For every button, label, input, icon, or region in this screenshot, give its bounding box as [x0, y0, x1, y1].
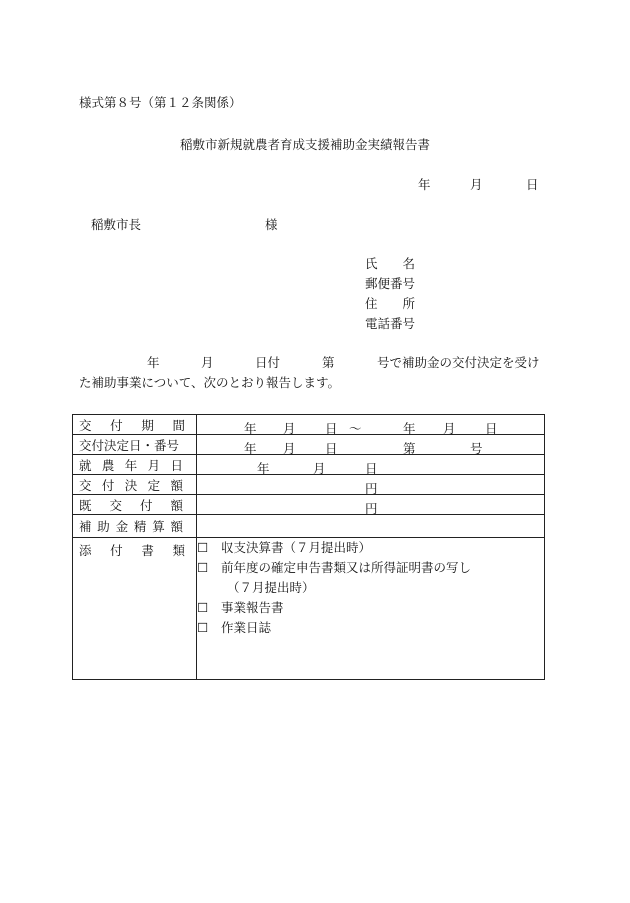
checkbox-icon[interactable]: ☐ — [197, 620, 209, 635]
row-attachments — [73, 538, 545, 680]
row-paid-amount — [73, 495, 545, 515]
applicant-address-label: 住 所 — [365, 296, 416, 311]
label-attachments: 添 付 書 類 — [73, 538, 197, 680]
label-decided-amount: 交 付 決 定 額 — [73, 475, 197, 495]
date-month-label: 月 — [470, 177, 483, 192]
body-line1-end: 号で補助金の交付決定を受け — [377, 355, 540, 370]
value-attachments — [197, 538, 545, 680]
value-paid-amount[interactable]: 円 — [197, 495, 545, 515]
checkbox-icon[interactable]: ☐ — [197, 600, 209, 615]
addressee-honorific: 様 — [265, 217, 278, 232]
value-settled-amount[interactable] — [197, 515, 545, 538]
body-line2: た補助事業について、次のとおり報告します。 — [79, 375, 341, 390]
row-decision-date-number — [73, 435, 545, 455]
label-decision-date-number: 交付決定日・番号 — [73, 435, 197, 455]
body-year: 年 — [147, 355, 160, 370]
row-farming-start-date — [73, 455, 545, 475]
date-year-label: 年 — [418, 177, 431, 192]
label-farming-start-date: 就 農 年 月 日 — [73, 455, 197, 475]
addressee-name: 稲敷市長 — [91, 217, 142, 232]
form-number: 様式第８号（第１２条関係） — [79, 95, 242, 110]
row-decided-amount — [73, 475, 545, 495]
attachment-item[interactable]: ☐ 事業報告書 — [197, 598, 544, 618]
applicant-name-label: 氏 名 — [365, 256, 416, 271]
attachment-item[interactable]: ☐ 前年度の確定申告書類又は所得証明書の写し — [197, 558, 544, 578]
applicant-phone-label: 電話番号 — [365, 316, 416, 331]
value-farming-start-date[interactable]: 年 月 日 — [197, 455, 545, 475]
page-title: 稲敷市新規就農者育成支援補助金実績報告書 — [180, 137, 431, 152]
value-decision-date-number[interactable]: 年 月 日 第 号 — [197, 435, 545, 455]
row-grant-period — [73, 415, 545, 435]
label-paid-amount: 既 交 付 額 — [73, 495, 197, 515]
label-settled-amount: 補 助 金 精 算 額 — [73, 515, 197, 538]
applicant-postal-label: 郵便番号 — [365, 276, 416, 291]
date-day-label: 日 — [526, 177, 539, 192]
checkbox-icon[interactable]: ☐ — [197, 540, 209, 555]
attachment-item[interactable]: ☐ 作業日誌 — [197, 618, 544, 638]
checkbox-icon[interactable]: ☐ — [197, 560, 209, 575]
report-table — [72, 414, 545, 680]
body-dai: 第 — [322, 355, 335, 370]
value-grant-period[interactable]: 年 月 日 ～ 年 月 日 — [197, 415, 545, 435]
body-month: 月 — [201, 355, 214, 370]
value-decided-amount[interactable]: 円 — [197, 475, 545, 495]
row-settled-amount — [73, 515, 545, 538]
attachment-item[interactable]: ☐ 収支決算書（７月提出時） — [197, 538, 544, 558]
label-grant-period: 交 付 期 間 — [73, 415, 197, 435]
attachment-item-note: （７月提出時） — [227, 580, 315, 595]
body-day: 日付 — [255, 355, 281, 370]
